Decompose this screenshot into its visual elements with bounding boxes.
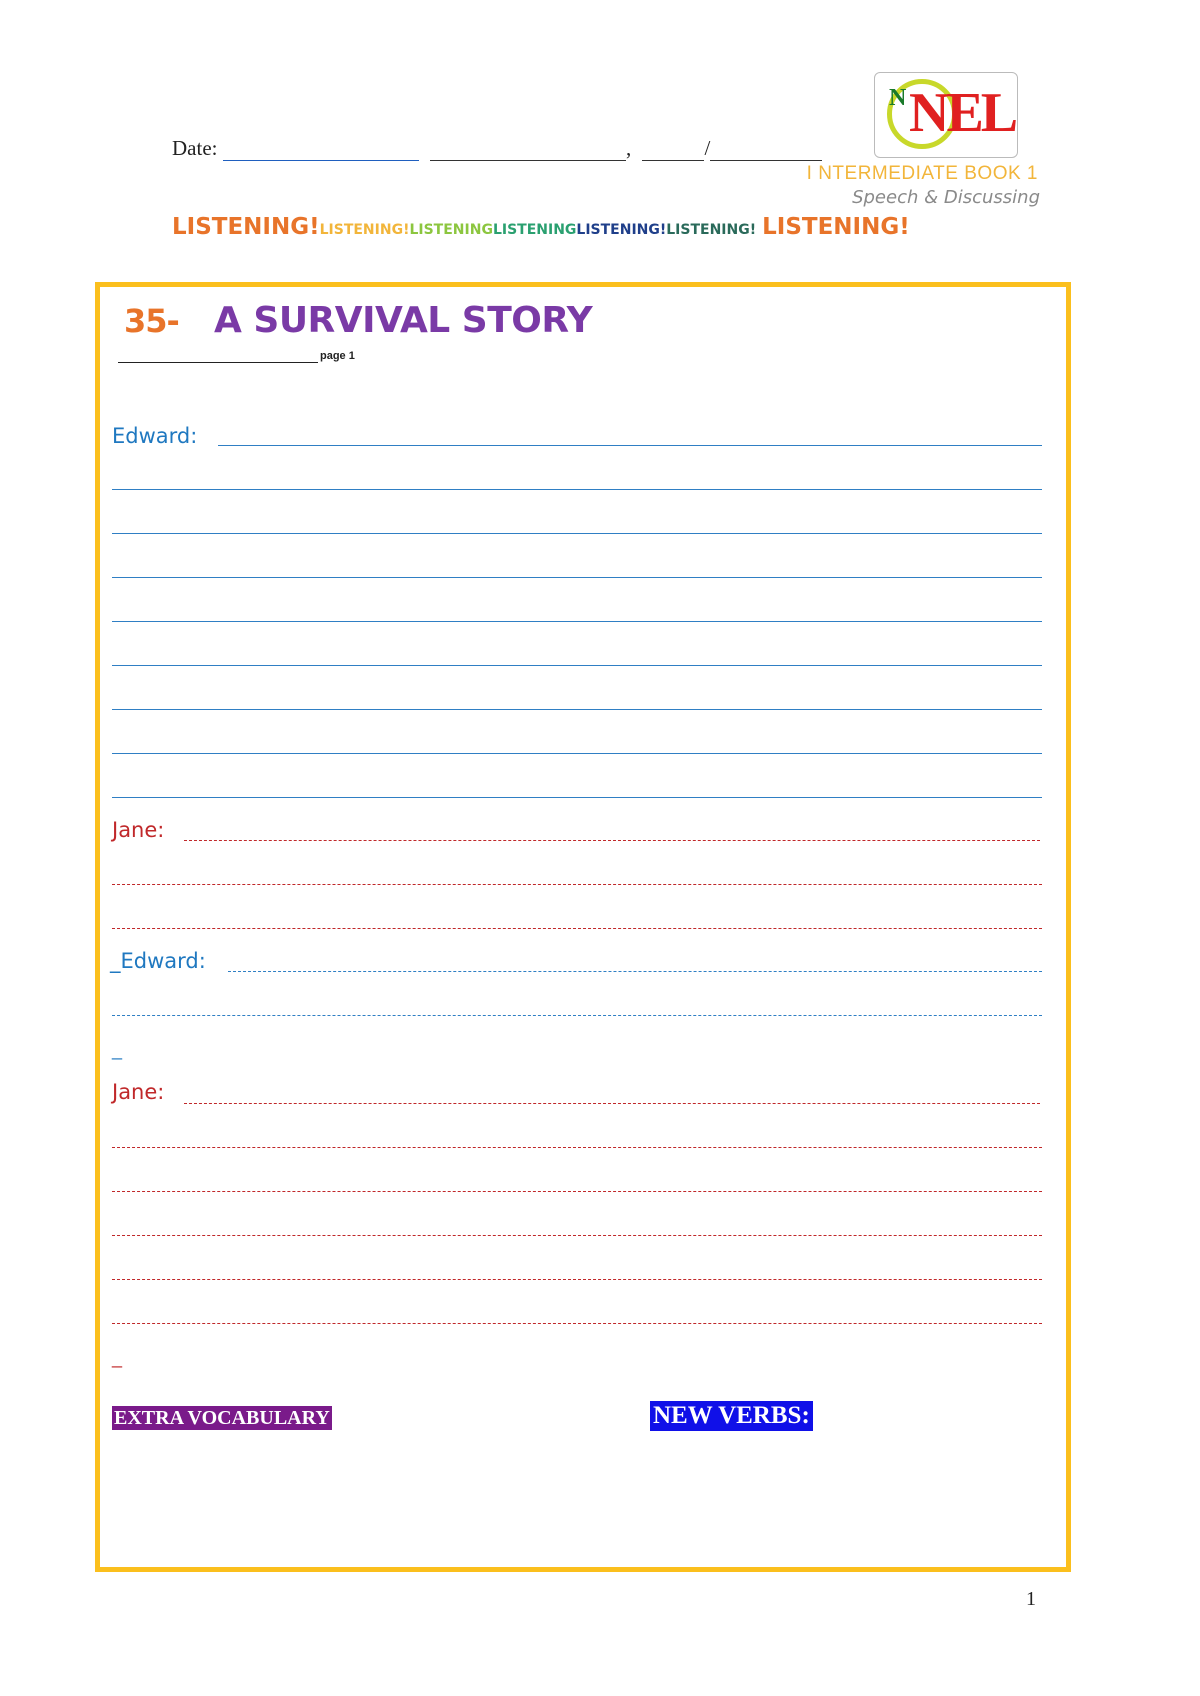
date-day-field[interactable] — [223, 138, 419, 161]
answer-line[interactable] — [112, 489, 1042, 490]
lesson-title: A SURVIVAL STORY — [214, 300, 593, 341]
answer-line[interactable] — [112, 709, 1042, 710]
answer-line[interactable] — [112, 665, 1042, 666]
date-row — [172, 136, 822, 161]
page-label: page 1 — [320, 350, 355, 362]
worksheet-frame — [95, 282, 1071, 1572]
answer-line[interactable] — [112, 1323, 1042, 1324]
answer-line[interactable] — [112, 1235, 1042, 1236]
page-number: 1 — [1026, 1588, 1036, 1610]
extra-vocabulary-heading: EXTRA VOCABULARY — [114, 1407, 330, 1429]
answer-line[interactable] — [228, 971, 1042, 972]
trailing-dash: _ — [112, 1040, 123, 1060]
listening-banner — [172, 214, 910, 240]
logo-letter-n: N — [889, 85, 907, 111]
listening-word: LISTENING! — [319, 222, 410, 238]
book-subtitle: Speech & Discussing — [852, 187, 1040, 208]
nel-logo — [874, 72, 1018, 158]
answer-line[interactable] — [112, 621, 1042, 622]
lesson-number: 35- — [124, 302, 179, 340]
answer-line[interactable] — [218, 445, 1042, 446]
speaker-edward-2: _Edward: — [110, 949, 206, 973]
date-month-field[interactable] — [430, 138, 626, 161]
answer-line[interactable] — [112, 577, 1042, 578]
answer-line[interactable] — [184, 840, 1040, 841]
answer-line[interactable] — [112, 884, 1042, 885]
listening-word: LISTENING — [409, 222, 493, 238]
answer-line[interactable] — [112, 1191, 1042, 1192]
page-rule — [118, 362, 318, 363]
answer-line[interactable] — [112, 1015, 1042, 1016]
listening-word: LISTENING! — [666, 222, 757, 238]
answer-line[interactable] — [112, 533, 1042, 534]
answer-line[interactable] — [112, 753, 1042, 754]
listening-word: LISTENING! — [576, 222, 667, 238]
date-label: Date: — [172, 136, 218, 160]
trailing-dash: _ — [112, 1348, 123, 1368]
date-year-field[interactable] — [710, 138, 822, 161]
speaker-jane-2: Jane: — [112, 1080, 165, 1104]
answer-line[interactable] — [112, 1279, 1042, 1280]
answer-line[interactable] — [112, 797, 1042, 798]
date-slash: / — [704, 136, 711, 160]
answer-line[interactable] — [112, 928, 1042, 929]
listening-word: LISTENING — [492, 222, 577, 238]
date-comma: , — [625, 136, 632, 160]
answer-line[interactable] — [184, 1103, 1040, 1104]
listening-word: LISTENING! — [762, 214, 910, 240]
speaker-edward-1: Edward: — [112, 424, 198, 448]
date-number-field[interactable] — [642, 138, 704, 161]
listening-word: LISTENING! — [172, 214, 320, 240]
logo-text: NEL — [909, 82, 1016, 144]
answer-line[interactable] — [112, 1147, 1042, 1148]
new-verbs-heading: NEW VERBS: — [650, 1401, 813, 1431]
book-title: I NTERMEDIATE BOOK 1 — [806, 163, 1038, 184]
speaker-jane-1: Jane: — [112, 818, 165, 842]
